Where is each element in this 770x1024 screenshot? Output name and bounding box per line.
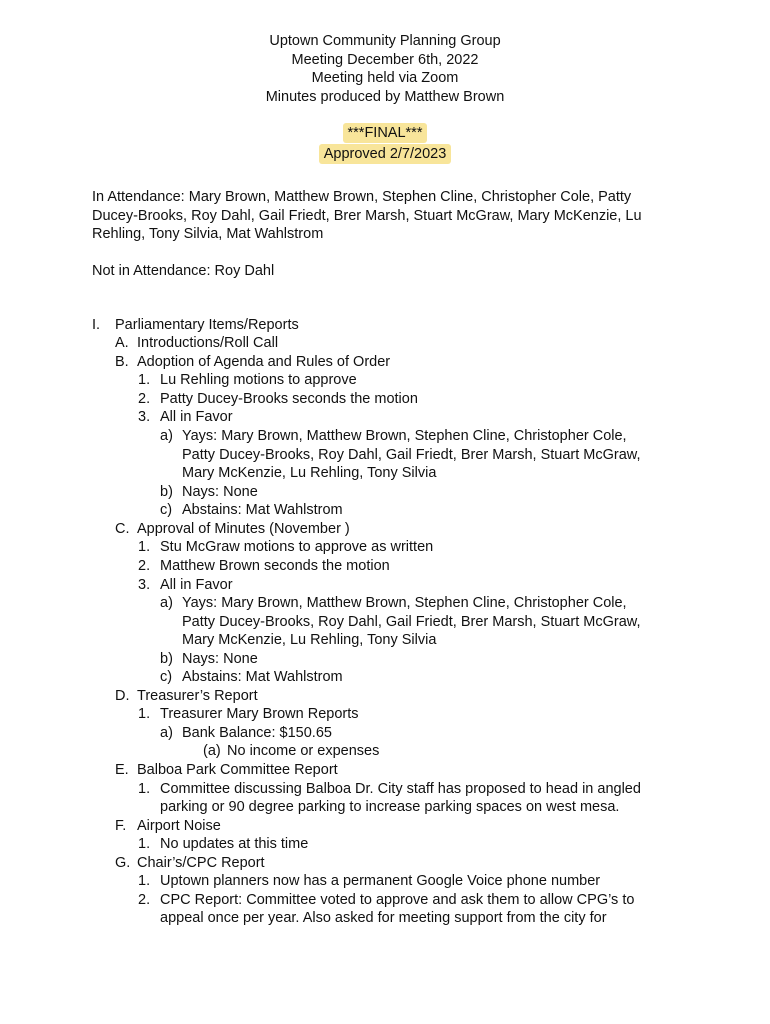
outline-marker: D.	[115, 688, 130, 704]
meeting-venue: Meeting held via Zoom	[311, 70, 459, 86]
outline-text: Lu Rehling motions to approve	[160, 372, 357, 388]
outline-row	[0, 390, 770, 408]
outline-row	[0, 576, 770, 594]
attendance-line: In Attendance: Mary Brown, Matthew Brown, Stephen Cline, Christopher Cole, Patty	[92, 189, 632, 205]
outline-text: Treasurer Mary Brown Reports	[160, 706, 359, 722]
outline-row	[0, 483, 770, 501]
outline-marker: 1.	[138, 706, 151, 722]
outline-text: CPC Report: Committee voted to approve and ask them to allow CPG’s to	[160, 892, 635, 908]
outline-text: Abstains: Mat Wahlstrom	[182, 502, 343, 518]
outline-row	[0, 501, 770, 519]
outline-marker: E.	[115, 762, 129, 778]
attendance-line: Rehling, Tony Silvia, Mat Wahlstrom	[92, 226, 324, 242]
outline-text: Patty Ducey-Brooks, Roy Dahl, Gail Friedt, Brer Marsh, Stuart McGraw,	[182, 447, 641, 463]
outline-text: Patty Ducey-Brooks, Roy Dahl, Gail Friedt, Brer Marsh, Stuart McGraw,	[182, 614, 641, 630]
outline-row	[0, 371, 770, 389]
document-header	[0, 32, 770, 106]
outline-marker: a)	[160, 725, 173, 741]
outline-marker: C.	[115, 521, 130, 537]
outline-row	[0, 835, 770, 853]
outline-row	[0, 353, 770, 371]
outline-text: No income or expenses	[227, 743, 380, 759]
outline-row	[0, 872, 770, 890]
outline-marker: 1.	[138, 781, 151, 797]
outline-row	[0, 594, 770, 612]
outline-row	[0, 408, 770, 426]
outline-marker: c)	[160, 502, 173, 518]
outline-text: All in Favor	[160, 577, 233, 593]
outline-text: Approval of Minutes (November )	[137, 521, 350, 537]
outline-marker: 3.	[138, 409, 151, 425]
outline-text: Introductions/Roll Call	[137, 335, 279, 351]
outline-marker: b)	[160, 651, 173, 667]
outline-row	[0, 464, 770, 482]
outline-marker: b)	[160, 484, 173, 500]
outline-row	[0, 538, 770, 556]
outline-text: Matthew Brown seconds the motion	[160, 558, 390, 574]
attendance-paragraph	[92, 188, 682, 244]
outline-text: Treasurer’s Report	[137, 688, 258, 704]
outline-text: Mary McKenzie, Lu Rehling, Tony Silvia	[182, 632, 437, 648]
outline-row	[0, 316, 770, 334]
outline-text: parking or 90 degree parking to increase parking spaces on west mesa.	[160, 799, 620, 815]
outline-marker: a)	[160, 595, 173, 611]
outline-row	[0, 891, 770, 909]
outline-row	[0, 631, 770, 649]
outline-row	[0, 446, 770, 464]
outline-text: Nays: None	[182, 651, 258, 667]
outline-text: Bank Balance: $150.65	[182, 725, 332, 741]
outline-row	[0, 668, 770, 686]
approval-stamp	[0, 123, 770, 165]
outline-text: Stu McGraw motions to approve as written	[160, 539, 434, 555]
outline-row	[0, 724, 770, 742]
outline-text: Yays: Mary Brown, Matthew Brown, Stephen Cline, Christopher Cole,	[182, 428, 627, 444]
outline-text: Mary McKenzie, Lu Rehling, Tony Silvia	[182, 465, 437, 481]
group-name: Uptown Community Planning Group	[269, 33, 501, 49]
outline-row	[0, 909, 770, 927]
outline-row	[0, 854, 770, 872]
outline-row	[0, 798, 770, 816]
outline-text: No updates at this time	[160, 836, 309, 852]
outline-marker: A.	[115, 335, 129, 351]
outline-row	[0, 817, 770, 835]
outline-text: Parliamentary Items/Reports	[115, 317, 299, 333]
outline-marker: 2.	[138, 892, 151, 908]
outline-row	[0, 520, 770, 538]
outline-marker: 1.	[138, 873, 151, 889]
outline-text: Abstains: Mat Wahlstrom	[182, 669, 343, 685]
approved-badge: Approved 2/7/2023	[319, 144, 452, 164]
outline-text: appeal once per year. Also asked for meeting support from the city for	[160, 910, 607, 926]
outline-marker: F.	[115, 818, 127, 834]
outline-marker: 3.	[138, 577, 151, 593]
outline-marker: 1.	[138, 372, 151, 388]
attendance-line: Ducey-Brooks, Roy Dahl, Gail Friedt, Brer Marsh, Stuart McGraw, Mary McKenzie, Lu	[92, 207, 642, 224]
outline-text: Adoption of Agenda and Rules of Order	[137, 354, 391, 370]
outline-row	[0, 334, 770, 352]
outline-marker: (a)	[203, 743, 221, 759]
outline-marker: 1.	[138, 836, 151, 852]
minutes-author: Minutes produced by Matthew Brown	[265, 88, 505, 105]
outline-row	[0, 650, 770, 668]
outline-marker: B.	[115, 354, 129, 370]
outline-marker: G.	[115, 855, 131, 871]
outline-text: Uptown planners now has a permanent Google Voice phone number	[160, 873, 601, 889]
outline-text: Nays: None	[182, 484, 258, 500]
outline-row	[0, 687, 770, 705]
outline-marker: I.	[92, 317, 101, 333]
outline-text: All in Favor	[160, 409, 233, 425]
outline-text: Yays: Mary Brown, Matthew Brown, Stephen Cline, Christopher Cole,	[182, 595, 627, 611]
outline-row	[0, 742, 770, 760]
outline-row	[0, 557, 770, 575]
outline-row	[0, 761, 770, 779]
outline-marker: a)	[160, 428, 173, 444]
outline-text: Patty Ducey-Brooks seconds the motion	[160, 391, 418, 407]
final-badge: ***FINAL***	[343, 123, 428, 143]
outline-marker: 1.	[138, 539, 151, 555]
outline-marker: 2.	[138, 391, 151, 407]
outline-marker: 2.	[138, 558, 151, 574]
outline-text: Committee discussing Balboa Dr. City staff has proposed to head in angled	[160, 781, 641, 797]
outline-marker: c)	[160, 669, 173, 685]
outline-row	[0, 705, 770, 723]
outline-row	[0, 613, 770, 631]
absent-paragraph: Not in Attendance: Roy Dahl	[92, 263, 275, 279]
outline-row	[0, 427, 770, 445]
meeting-date: Meeting December 6th, 2022	[291, 51, 479, 68]
outline-text: Balboa Park Committee Report	[137, 762, 338, 778]
outline-text: Chair’s/CPC Report	[137, 855, 265, 871]
outline-text: Airport Noise	[137, 818, 221, 834]
outline-row	[0, 780, 770, 798]
